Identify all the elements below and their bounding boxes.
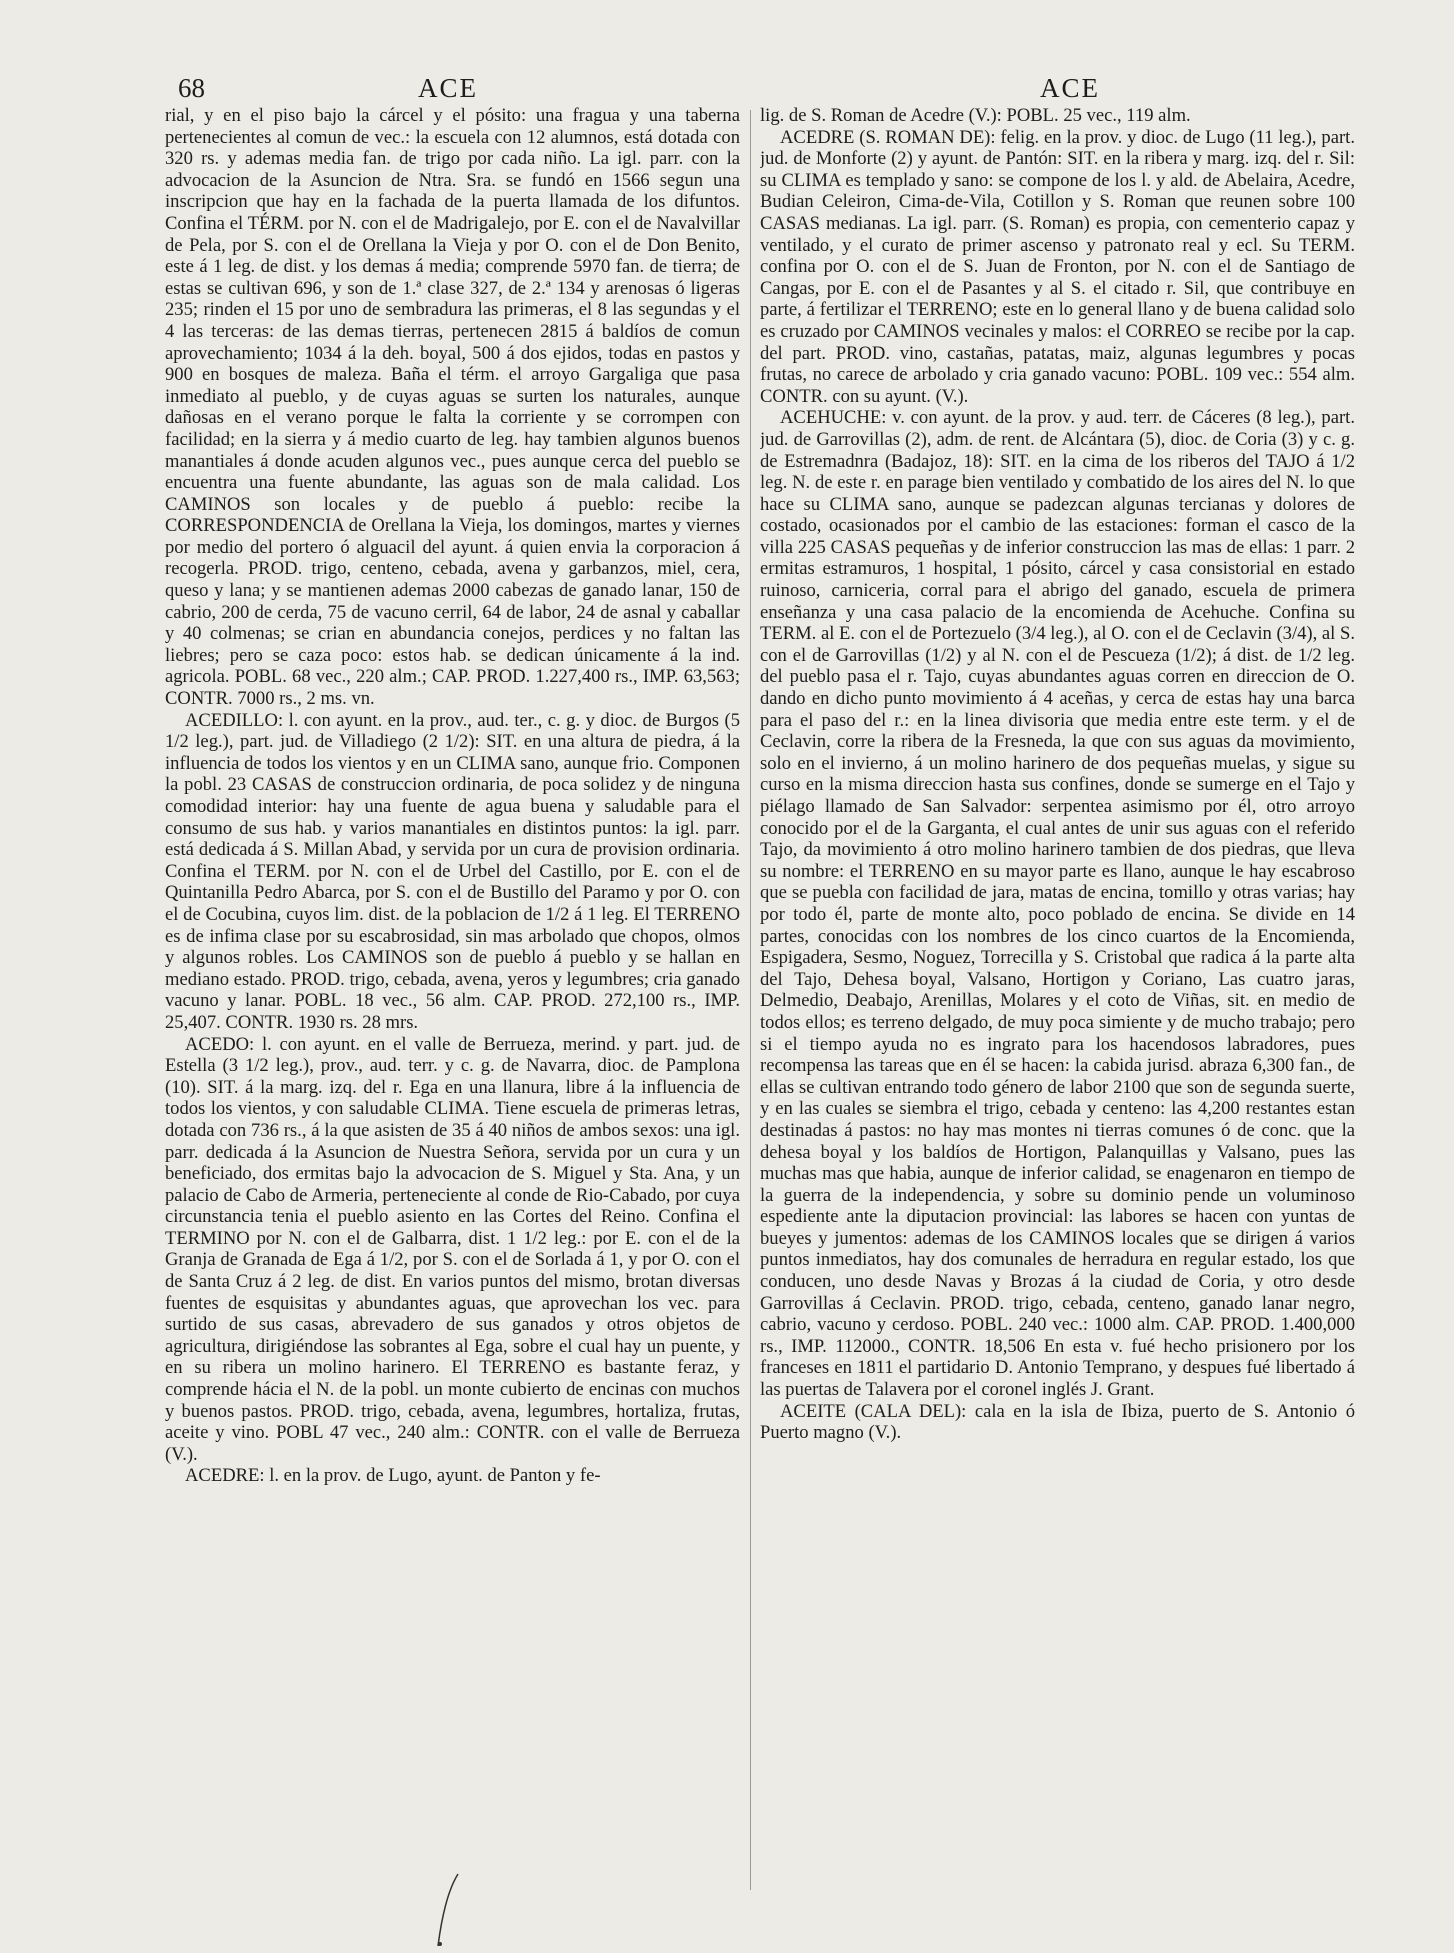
left-running-head: ACE (418, 73, 478, 103)
entry-continuation-text: rial, y en el piso bajo la cárcel y el pósito: una fragua y una taberna pertenecientes al comun de vec.: la escuela con 12 alumnos, está dotada con 320 rs. y ademas media fan. de trigo por cada niño. La igl. parr. con la advocacion de la Asuncion de Ntra. Sra. se fundó en 1566 segun una inscripcion que hay en la fachada de la puerta llamada de los difuntos. Confina el TÉRM. por N. con el de Madrigalejo, por E. con el de Navalvillar de Pela, por S. con el de Orellana la Vieja y por O. con el de Don Benito, este á 1 leg. de dist. y los demas á media; comprende 5970 fan. de tierra; de estas se cultivan 696, y son de 1.ª clase 327, de 2.ª 134 y arenosas ó ligeras 235; rinden el 15 por uno de sembradura las primeras, el 8 las segundas y el 4 las terceras: de las demas tierras, pertenecen 2815 á baldíos de comun aprovechamiento; 1034 á la deh. boyal, 500 á dos ejidos, todas en pastos y 900 en bosques de maleza. Baña el térm. el arroyo Gargaliga que pasa inmediato al pueblo, y de cuyas aguas se surten los naturales, aunque dañosas en el verano porque le falta la corriente y se corrompen con facilidad; en la sierra y á medio cuarto de leg. hay tambien algunos buenos manantiales á donde acuden algunos vec., pues aunque cerca del pueblo se encuentra una fuente abundante, las aguas son de mala calidad. Los CAMINOS son locales y de pueblo á pueblo: recibe la CORRESPONDENCIA de Orellana la Vieja, los domingos, martes y viernes por medio del portero ó alguacil del ayunt. á quien envia la corporacion á recogerla. PROD. trigo, centeno, cebada, avena y garbanzos, miel, cera, queso y lana; y se mantienen ademas 2000 cabezas de ganado lanar, 150 de cabrio, 200 de cerda, 75 de vacuno cerril, 64 de labor, 24 de asnal y caballar y 40 colmenas; se crian en abundancia conejos, perdices y no faltan las liebres; pero se caza poco: estos hab. se dedican únicamente á la ind. agricola. POBL. 68 vec., 220 alm.; CAP. PROD. 1.227,400 rs., IMP. 63,563; CONTR. 7000 rs., 2 ms. vn. (165, 105, 740, 710)
entry-acedre-continuation: lig. de S. Roman de Acedre (V.): POBL. 25 vec., 119 alm. (760, 105, 1191, 126)
right-column (760, 105, 1355, 1905)
right-running-head: ACE (1040, 73, 1100, 103)
entry-acedo: ACEDO: l. con ayunt. en el valle de Berrueza, merind. y part. jud. de Estella (3 1/2 leg.), prov., aud. terr. y c. g. de Navarra, dioc. de Pamplona (10). SIT. á la marg. izq. del r. Ega en una llanura, libre á la influencia de todos los vientos, y con saludable CLIMA. Tiene escuela de primeras letras, dotada con 736 rs., á la que asisten de 35 á 40 niños de ambos sexos: una igl. parr. dedicada á la Asuncion de Nuestra Señora, servida por un cura y un beneficiado, dos ermitas bajo la advocacion de S. Miguel y Sta. Ana, y un palacio de Cabo de Armeria, perteneciente al conde de Rio-Cabado, por cuya circunstancia tenia el pueblo asiento en las Cortes del Reino. Confina el TERMINO por N. con el de Galbarra, dist. 1 1/2 leg.: por E. con el de la Granja de Granada de Ega á 1/2, por S. con el de Sorlada á 1, y por O. con el de Santa Cruz á 2 leg. de dist. En varios puntos del mismo, brotan diversas fuentes de esquisitas y abundantes aguas, que aprovechan los vec. para surtido de sus casas, abrevadero de sus ganados y otros objetos de agricultura, dirigiéndose las sobrantes al Ega, sobre el cual hay un puente, y en su ribera un molino harinero. El TERRENO es bastante feraz, y comprende hácia el N. de la pobl. un monte cubierto de encinas con muchos y buenos pastos. PROD. trigo, cebada, avena, legumbres, hortaliza, frutas, aceite y vino. POBL 47 vec., 240 alm.: CONTR. con el valle de Berrueza (V.). (165, 1033, 740, 1465)
entry-aceite-cala: ACEITE (CALA DEL): cala en la isla de Ibiza, puerto de S. Antonio ó Puerto magno (V.). (760, 1400, 1355, 1444)
entry-acedre-s-roman: ACEDRE (S. ROMAN DE): felig. en la prov. y dioc. de Lugo (11 leg.), part. jud. de Monforte (2) y ayunt. de Pantón: SIT. en la ribera y marg. izq. del r. Sil: su CLIMA es templado y sano: se compone de los l. y ald. de Abelaira, Acedre, Budian Celeiron, Cima-de-Vila, Cotillon y S. Roman que reunen sobre 100 CASAS medianas. La igl. parr. (S. Roman) es propia, con cementerio capaz y ventilado, y el curato de primer ascenso y patronato real y ecl. Su TERM. confina por O. con el de S. Juan de Fronton, por N. con el de Santiago de Cangas, por E. con el de Pasantes y al S. el citado r. Sil, que contribuye en parte, á fertilizar el TERRENO; este en lo general llano y de buena calidad solo es cruzado por CAMINOS vecinales y malos: el CORREO se recibe por la cap. del part. PROD. vino, castañas, patatas, maiz, algunas legumbres y pocas frutas, no carece de arbolado y cria ganado vacuno: POBL. 109 vec.: 554 alm. CONTR. con su ayunt. (V.). (760, 126, 1355, 407)
left-column (165, 105, 740, 1905)
page-number: 68 (178, 73, 205, 103)
entry-acedillo: ACEDILLO: l. con ayunt. en la prov., aud. ter., c. g. y dioc. de Burgos (5 1/2 leg.), part. jud. de Villadiego (2 1/2): SIT. en una altura de piedra, á la influencia de todos los vientos y en un CLIMA sano, aunque frio. Componen la pobl. 23 CASAS de construccion ordinaria, de poca solidez y de ninguna comodidad interior: hay una fuente de agua buena y saludable para el consumo de sus hab. y varios manantiales en distintos puntos: la igl. parr. está dedicada á S. Millan Abad, y servida por un cura de provision ordinaria. Confina el TERM. por N. con el de Urbel del Castillo, por E. con el de Quintanilla Pedro Abarca, por S. con el de Bustillo del Paramo y por O. con el de Cocubina, cuyos lim. dist. de la poblacion de 1/2 á 1 leg. El TERRENO es de infima clase por su escabrosidad, sin mas arbolado que chopos, olmos y algunos robles. Los CAMINOS son de pueblo á pueblo y se hallan en mediano estado. PROD. trigo, cebada, avena, yeros y legumbres; cria ganado vacuno y lanar. POBL. 18 vec., 56 alm. CAP. PROD. 272,100 rs., IMP. 25,407. CONTR. 1930 rs. 28 mrs. (165, 709, 740, 1033)
page-header (0, 70, 1454, 106)
entry-acedre: ACEDRE: l. en la prov. de Lugo, ayunt. de Panton y fe- (185, 1465, 601, 1487)
entry-acehuche: ACEHUCHE: v. con ayunt. de la prov. y aud. terr. de Cáceres (8 leg.), part. jud. de Garrovillas (2), adm. de rent. de Alcántara (5), dioc. de Coria (3) y c. g. de Estremadnra (Badajoz, 18): SIT. en la cima de los riberos del TAJO á 1/2 leg. N. de este r. en parage bien ventilado y combatido de los aires del N. lo que hace su CLIMA sano, aunque se padezcan algunas tercianas y dolores de costado, ocasionados por el cambio de las estaciones: forman el casco de la villa 225 CASAS pequeñas y de inferior construccion las mas de ellas: 1 parr. 2 ermitas estramuros, 1 hospital, 1 pósito, cárcel y casa consistorial en estado ruinoso, carniceria, corral para el abrigo del ganado, escuela de primera enseñanza y una casa palacio de la encomienda de Acehuche. Confina su TERM. al E. con el de Portezuelo (3/4 leg.), al O. con el de Ceclavin (3/4), al S. con el de Garrovillas (1/2) y al N. con el de Pescueza (1/2); á dist. de 1/2 leg. del pueblo pasa el r. Tajo, cuyas abundantes aguas corren en direccion de O. dando en dicho punto movimiento á 4 aceñas, y cerca de estas hay una barca para el paso del r.: en la linea divisoria que media entre este term. y el de Ceclavin, corre la ribera de la Fresneda, la que con sus aguas da movimiento, solo en el invierno, á un molino harinero de dos pequeñas muelas, y sigue su curso en la misma direccion hasta sus confines, donde se sumerge en el Tajo y piélago llamado de San Salvador: serpentea asimismo por él, otro arroyo conocido por el de la Garganta, el cual antes de unir sus aguas con el referido Tajo, da movimiento á otro molino harinero tambien de dos piedras, que lleva su nombre: el TERRENO en su mayor parte es llano, aunque le hay escabroso que se puebla con facilidad de jara, matas de encina, tomillo y otras varias; hay por todo él, parte de monte alto, poco poblado de encina. Se divide en 14 partes, conocidas con los nombres de los cinco cuartos de la Encomienda, Espigadera, Sesmo, Noguez, Torrecilla y S. Cristobal que radica á la parte alta del Tajo, Dehesa boyal, Valsano, Hortigon y Coriano, Las cuatro jaras, Delmedio, Deabajo, Arenillas, Molares y el coto de Viñas, sit. en medio de todos ellos; es terreno delgado, de muy poca simiente y de mucho trabajo; pero si el tiempo ayuda no es ingrato para los hacendosos labradores, pues recompensa las tareas que en él se hacen: la cabida jurisd. abraza 6,300 fan., de ellas se cultivan entrando todo género de labor 2100 que son de segunda suerte, y en las cuales se siembra el trigo, cebada y centeno: las 4,200 restantes estan destinadas á pastos: no hay mas montes ni tierras comunes ó de conc. que la dehesa boyal y los baldíos de Hortigon, Palanquillas y Valsano, pues las muchas mas que habia, aunque de inferior calidad, se enagenaron en tiempo de la guerra de la independencia, y sobre su dominio pende un voluminoso espediente ante la diputacion provincial: las labores se hacen con yuntas de bueyes y jumentos: ademas de los CAMINOS locales que se dirigen á varios puntos inmediatos, hay dos comunales de herradura en regular estado, los que conducen, uno desde Navas y Brozas á la ciudad de Coria, y otro desde Garrovillas á Ceclavin. PROD. trigo, cebada, centeno, ganado lanar negro, cabrio, vacuno y cerdoso. POBL. 240 vec.: 1000 alm. CAP. PROD. 1.400,000 rs., IMP. 112000., CONTR. 18,506 En esta v. fué hecho prisionero por los franceses en 1811 el partidario D. Antonio Temprano, y despues fué libertado á las puertas de Talavera por el coronel inglés J. Grant. (760, 407, 1355, 1401)
column-divider (750, 110, 751, 1890)
ink-stroke-mark (428, 1870, 468, 1950)
